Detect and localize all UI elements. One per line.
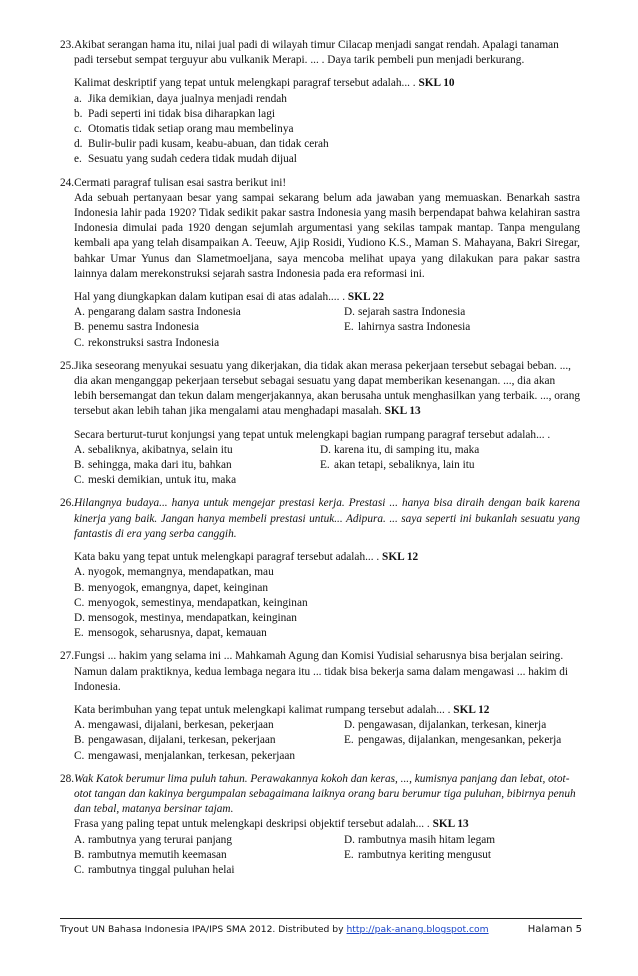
question-28 xyxy=(60,772,580,878)
option-b: B. penemu sastra Indonesia xyxy=(74,321,200,334)
option-b: b. Padi seperti ini tidak bisa diharapkan lagi xyxy=(74,107,275,120)
skl-label: SKL 13 xyxy=(432,818,469,831)
skl-label: SKL 13 xyxy=(384,405,421,418)
option-e: E. lahirnya sastra Indonesia xyxy=(344,321,471,334)
footer-text: Tryout UN Bahasa Indonesia IPA/IPS SMA 2012. Distributed by xyxy=(60,924,347,935)
skl-label: SKL 12 xyxy=(382,551,419,564)
option-a: A. pengarang dalam sastra Indonesia xyxy=(74,306,241,319)
question-25 xyxy=(60,359,580,489)
option-d: d. Bulir-bulir padi kusam, keabu-abuan, dan tidak cerah xyxy=(74,138,329,151)
option-a: A. rambutnya yang terurai panjang xyxy=(74,833,232,846)
page-number: Halaman 5 xyxy=(527,924,582,935)
option-c: C. meski demikian, untuk itu, maka xyxy=(74,474,237,487)
question-prompt: Kata baku yang tepat untuk melengkapi paragraf tersebut adalah... . xyxy=(74,551,383,564)
skl-label: SKL 22 xyxy=(347,291,384,304)
option-e: E. pengawas, dijalankan, mengesankan, pekerja xyxy=(344,734,562,747)
essay-passage: Ada sebuah pertanyaan besar yang sampai sekarang belum ada jawaban yang memuaskan. Benarkah sastra Indonesia lahir pada 1920? Tidak sedikit pakar sastra Indonesia yang masih berpendapat bahwa kelahiran sastra Indonesia dimulai pada 1920 dengan sejumlah argumentasi yang sekilas tampak mantap. Tanpa mengulang kembali apa yang telah disampaikan A. Teeuw, Ajip Rosidi, Yudiono K.S., Maman S. Mahayana, Bakri Siregar, bahkar Umar Yunus dan Slametmoeljana, saya mencoba melihat upaya yang dilakukan para pakar sastra lainnya dalam merekonstruksi sejarah sastra Indonesia pada era reformasi ini. xyxy=(74,191,580,280)
question-stem: Wak Katok berumur lima puluh tahun. Perawakannya kokoh dan keras, ..., kumisnya panjang dan lebat, otot-otot tangan dan kakinya bergumpalan sebagaimana laiknya orang baru berumur tiga puluhan, bibirnya penuh dan tebal, matanya bersinar tajam. xyxy=(74,772,576,816)
option-e: E. rambutnya keriting mengusut xyxy=(344,848,492,861)
option-d: D. pengawasan, dijalankan, terkesan, kinerja xyxy=(344,719,547,732)
question-number: 23. xyxy=(60,39,75,51)
question-prompt: Frasa yang paling tepat untuk melengkapi deskripsi objektif tersebut adalah... . xyxy=(74,818,433,831)
question-prompt: Kalimat deskriptif yang tepat untuk melengkapi paragraf tersebut adalah... . xyxy=(74,77,419,90)
option-b: B. sehingga, maka dari itu, bahkan xyxy=(74,459,232,472)
option-e: e. Sesuatu yang sudah cedera tidak mudah dijual xyxy=(74,153,297,166)
option-c: C. rambutnya tinggal puluhan helai xyxy=(74,863,235,876)
question-stem: Hilangnya budaya... hanya untuk mengejar prestasi kerja. Prestasi ... hanya bisa diraih dengan baik karena kinerja yang baik. Jangan hanya membeli prestasi untuk... Adipura. ... saya seperti ini bukanlah sesuatu yang fantastis di era yang serba canggih. xyxy=(74,497,580,540)
question-prompt: Secara berturut-turut konjungsi yang tepat untuk melengkapi bagian rumpang paragraf tersebut adalah... . xyxy=(74,428,551,441)
option-a: A. sebaliknya, akibatnya, selain itu xyxy=(74,443,233,456)
option-b: B. rambutnya memutih keemasan xyxy=(74,848,227,861)
question-26 xyxy=(60,496,580,641)
option-c: C. mengawasi, menjalankan, terkesan, pekerjaan xyxy=(74,749,296,762)
option-a: A. nyogok, memangnya, mendapatkan, mau xyxy=(74,566,274,579)
question-prompt: Hal yang diungkapkan dalam kutipan esai di atas adalah.... . xyxy=(74,291,348,304)
option-e: E. akan tetapi, sebaliknya, lain itu xyxy=(320,459,475,472)
question-number: 28. xyxy=(60,772,75,785)
question-number: 24. xyxy=(60,176,75,189)
question-number: 27. xyxy=(60,650,75,663)
option-c: c. Otomatis tidak setiap orang mau membelinya xyxy=(74,123,294,136)
question-27 xyxy=(60,649,580,763)
question-prompt: Kata berimbuhan yang tepat untuk melengkapi kalimat rumpang tersebut adalah... . xyxy=(74,703,454,716)
option-b: B. pengawasan, dijalani, terkesan, pekerjaan xyxy=(74,734,276,747)
question-number: 26. xyxy=(60,497,75,510)
skl-label: SKL 12 xyxy=(453,703,490,716)
question-24 xyxy=(60,176,580,351)
option-c: C. rekonstruksi sastra Indonesia xyxy=(74,336,220,349)
option-e: E. mensogok, seharusnya, dapat, kemauan xyxy=(74,627,267,640)
question-23 xyxy=(60,38,580,168)
option-c: C. menyogok, semestinya, mendapatkan, keinginan xyxy=(74,596,308,609)
option-d: D. karena itu, di samping itu, maka xyxy=(320,443,480,456)
option-b: B. menyogok, emangnya, dapet, keinginan xyxy=(74,581,269,594)
question-stem: Cermati paragraf tulisan esai sastra berikut ini! xyxy=(74,176,287,189)
question-stem: Jika seseorang menyukai sesuatu yang dikerjakan, dia tidak akan merasa pekerjaan tersebut sebagai beban. ..., dia akan menganggap pekerjaan tersebut sebagai sesuatu yang dapat memberikan kesenangan. ..., dia akan lebih bersemangat dan tekun dalam mengerjakannya, akan berusaha untuk menghasilkan yang terbaik. ..., orang tersebut akan lebih tahan jika mengalami atau menghadapi masalah. xyxy=(74,359,580,418)
footer-link[interactable]: http://pak-anang.blogspot.com xyxy=(346,924,489,935)
page-footer xyxy=(60,918,582,935)
option-d: D. sejarah sastra Indonesia xyxy=(344,306,466,319)
question-stem: Akibat serangan hama itu, nilai jual padi di wilayah timur Cilacap menjadi sangat rendah. Apalagi tanaman padi tersebut sempat terguyur abu vulkanik Merapi. ... . Daya tarik pembeli pun menjadi berkurang. xyxy=(74,39,559,67)
question-stem: Fungsi ... hakim yang selama ini ... Mahkamah Agung dan Komisi Yudisial seharusnya bisa berjalan seiring. Namun dalam praktiknya, kedua lembaga negara itu ... tidak bisa bekerja sama dalam mengawasi ... hakim di Indonesia. xyxy=(74,650,569,693)
skl-label: SKL 10 xyxy=(418,77,455,90)
option-d: D. rambutnya masih hitam legam xyxy=(344,833,496,846)
option-a: A. mengawasi, dijalani, berkesan, pekerjaan xyxy=(74,719,274,732)
question-number: 25. xyxy=(60,359,75,372)
option-a: a. Jika demikian, daya jualnya menjadi rendah xyxy=(74,92,287,105)
document-body xyxy=(60,38,580,886)
option-d: D. mensogok, mestinya, mendapatkan, keinginan xyxy=(74,611,297,624)
